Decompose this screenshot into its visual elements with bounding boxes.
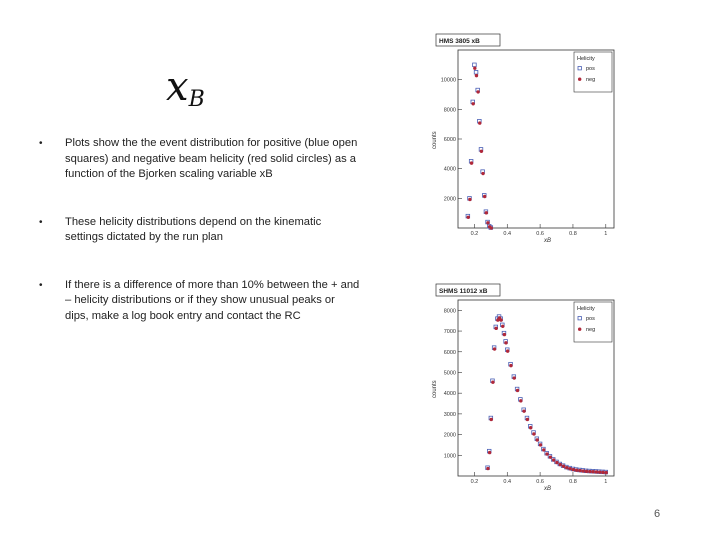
- chart-title: HMS 3805 xB: [439, 38, 480, 45]
- neg-point: [555, 461, 558, 464]
- legend-entry: neg: [586, 77, 596, 83]
- x-axis-label: xB: [544, 486, 552, 492]
- neg-point: [503, 333, 506, 336]
- legend-neg-marker: [578, 78, 581, 81]
- neg-point: [513, 376, 516, 379]
- legend-entry: pos: [586, 66, 595, 72]
- bullet-item: • Plots show the the event distribution for positive (blue open squares) and negative beam helicity (red solid circles) as a function of the Bjorken scaling variable xB: [30, 136, 360, 183]
- x-tick-label: 1: [604, 231, 608, 237]
- bullet-item: • These helicity distributions depend on the kinematic settings dictated by the run plan: [30, 215, 360, 246]
- chart-svg: [428, 32, 622, 244]
- neg-point: [468, 198, 471, 201]
- y-tick-label: 6000: [443, 137, 456, 143]
- neg-point: [476, 90, 479, 93]
- chart-svg: [428, 282, 622, 492]
- neg-point: [598, 470, 601, 473]
- neg-point: [565, 466, 568, 469]
- neg-point: [595, 470, 598, 473]
- neg-point: [522, 409, 525, 412]
- neg-point: [480, 150, 483, 153]
- legend-entry: neg: [586, 327, 596, 333]
- x-tick-label: 0.2: [470, 231, 479, 237]
- neg-point: [552, 458, 555, 461]
- x-axis-label: xB: [544, 238, 552, 244]
- legend-title: Helicity: [577, 306, 595, 312]
- neg-point: [545, 452, 548, 455]
- x-tick-label: 0.2: [470, 479, 479, 485]
- neg-point: [536, 438, 539, 441]
- y-axis-label: counts: [432, 131, 438, 149]
- neg-point: [483, 195, 486, 198]
- shms-plot: [428, 282, 622, 492]
- neg-point: [470, 161, 473, 164]
- x-tick-label: 1: [604, 479, 608, 485]
- neg-point: [494, 327, 497, 330]
- neg-point: [516, 389, 519, 392]
- neg-point: [539, 443, 542, 446]
- neg-point: [604, 471, 607, 474]
- y-tick-label: 4000: [443, 391, 456, 398]
- neg-point: [559, 463, 562, 466]
- neg-point: [504, 341, 507, 344]
- x-tick-label: 0.8: [569, 479, 577, 485]
- page-number: 6: [654, 508, 661, 520]
- neg-point: [575, 468, 578, 471]
- neg-point: [578, 469, 581, 472]
- neg-point: [491, 380, 494, 383]
- x-tick-label: 0.6: [536, 231, 544, 237]
- legend-title: Helicity: [577, 56, 595, 62]
- slide-title: [166, 64, 205, 112]
- x-tick-label: 0.4: [503, 479, 512, 485]
- x-tick-label: 0.8: [569, 231, 577, 237]
- neg-point: [485, 211, 488, 214]
- neg-point: [532, 432, 535, 435]
- neg-point: [488, 451, 491, 454]
- y-tick-label: 7000: [443, 329, 456, 336]
- slide-title-sub: B: [188, 87, 205, 112]
- neg-point: [519, 399, 522, 402]
- y-tick-label: 2000: [443, 196, 456, 203]
- chart-title: SHMS 11012 xB: [439, 288, 488, 295]
- neg-point: [591, 470, 594, 473]
- neg-point: [582, 469, 585, 472]
- neg-point: [568, 467, 571, 470]
- neg-point: [572, 468, 575, 471]
- neg-point: [562, 465, 565, 468]
- neg-point: [526, 418, 529, 421]
- y-tick-label: 4000: [443, 166, 456, 173]
- y-tick-label: 8000: [443, 107, 456, 114]
- legend-entry: pos: [586, 316, 595, 322]
- neg-point: [549, 455, 552, 458]
- y-tick-label: 5000: [443, 370, 456, 377]
- x-tick-label: 0.6: [536, 479, 544, 485]
- neg-point: [501, 325, 504, 328]
- neg-point: [585, 470, 588, 473]
- y-axis-label: counts: [432, 380, 438, 398]
- neg-point: [481, 172, 484, 175]
- y-tick-label: 6000: [443, 349, 456, 356]
- neg-point: [471, 102, 474, 105]
- y-tick-label: 10000: [440, 77, 456, 84]
- neg-point: [475, 74, 478, 77]
- bullet-list: [30, 136, 360, 324]
- neg-point: [490, 418, 493, 421]
- neg-point: [601, 471, 604, 474]
- y-tick-label: 3000: [443, 411, 456, 418]
- legend-neg-marker: [578, 328, 581, 331]
- neg-point: [473, 67, 476, 70]
- neg-point: [588, 470, 591, 473]
- y-tick-label: 1000: [443, 453, 456, 460]
- neg-point: [499, 318, 502, 321]
- neg-point: [509, 364, 512, 367]
- bullet-item: • If there is a difference of more than 10% between the + and – helicity distributions or if they show unusual peaks or dips, make a log book entry and contact the RC: [30, 278, 360, 325]
- neg-point: [478, 121, 481, 124]
- neg-point: [493, 347, 496, 350]
- neg-point: [490, 226, 493, 229]
- neg-point: [467, 216, 470, 219]
- y-tick-label: 2000: [443, 432, 456, 439]
- neg-point: [486, 467, 489, 470]
- neg-point: [529, 426, 532, 429]
- y-tick-label: 8000: [443, 308, 456, 315]
- neg-point: [486, 221, 489, 224]
- slide-title-main: x: [166, 64, 189, 110]
- hms-plot: [428, 32, 622, 244]
- neg-point: [506, 349, 509, 352]
- x-tick-label: 0.4: [503, 231, 512, 237]
- neg-point: [542, 448, 545, 451]
